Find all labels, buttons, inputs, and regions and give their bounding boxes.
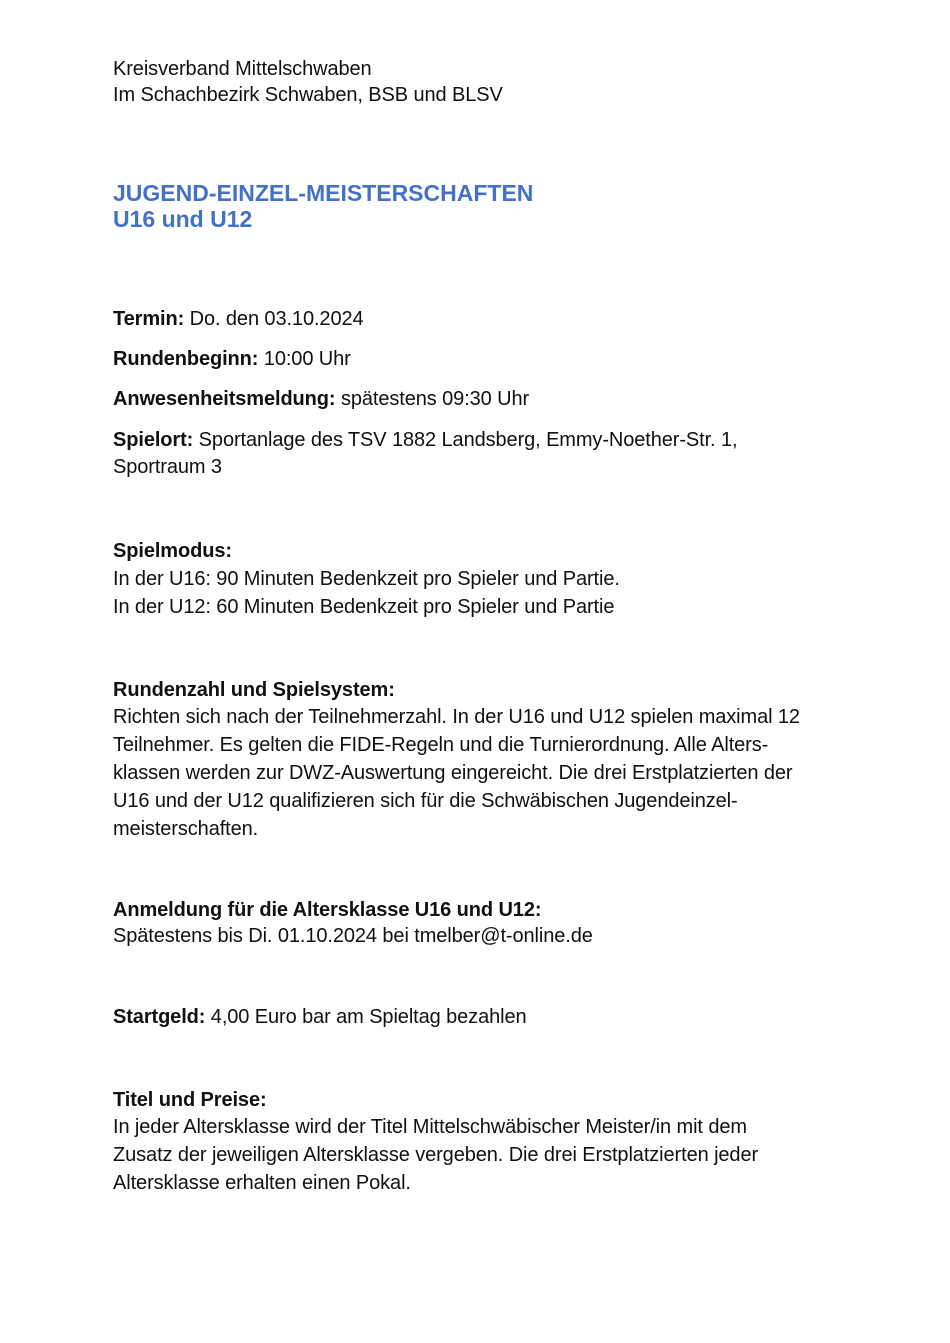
- anmeldung-text: Spätestens bis Di. 01.10.2024 bei tmelber@t-online.de: [113, 925, 593, 947]
- rundenzahl-line: U16 und der U12 qualifizieren sich für die Schwäbischen Jugendeinzel-: [113, 790, 738, 812]
- rundenzahl-text: [113, 703, 813, 843]
- rundenbeginn-value: 10:00 Uhr: [258, 348, 351, 370]
- page-title: JUGEND-EINZEL-MEISTERSCHAFTEN: [113, 180, 534, 206]
- termin-row: [113, 306, 364, 333]
- spielort-label: Spielort:: [113, 429, 194, 451]
- startgeld-value: 4,00 Euro bar am Spieltag bezahlen: [205, 1006, 527, 1028]
- spielort-row: [113, 427, 737, 454]
- termin-label: Termin:: [113, 308, 185, 330]
- startgeld-row: [113, 1004, 527, 1031]
- anwesenheit-label: Anwesenheitsmeldung:: [113, 388, 336, 410]
- spielmodus-line: In der U12: 60 Minuten Bedenkzeit pro Spieler und Partie: [113, 596, 615, 618]
- anwesenheit-value: spätestens 09:30 Uhr: [335, 388, 530, 410]
- header-district-line: Im Schachbezirk Schwaben, BSB und BLSV: [113, 84, 503, 106]
- page-subtitle: U16 und U12: [113, 206, 253, 232]
- anmeldung-heading: Anmeldung für die Altersklasse U16 und U12:: [113, 899, 542, 921]
- rundenzahl-line: klassen werden zur DWZ-Auswertung eingereicht. Die drei Erstplatzierten der: [113, 762, 793, 784]
- rundenzahl-heading: Rundenzahl und Spielsystem:: [113, 679, 395, 701]
- spielmodus-text: [113, 565, 813, 621]
- startgeld-label: Startgeld:: [113, 1006, 206, 1028]
- rundenzahl-line: meisterschaften.: [113, 818, 259, 840]
- termin-value: Do. den 03.10.2024: [184, 308, 364, 330]
- titel-line: In jeder Altersklasse wird der Titel Mittelschwäbischer Meister/in mit dem: [113, 1116, 747, 1138]
- titel-line: Altersklasse erhalten einen Pokal.: [113, 1172, 411, 1194]
- spielmodus-heading: Spielmodus:: [113, 540, 232, 562]
- rundenzahl-line: Teilnehmer. Es gelten die FIDE-Regeln und die Turnierordnung. Alle Alters-: [113, 734, 769, 756]
- anwesenheit-row: [113, 386, 529, 413]
- titel-heading: Titel und Preise:: [113, 1089, 267, 1111]
- rundenzahl-line: Richten sich nach der Teilnehmerzahl. In der U16 und U12 spielen maximal 12: [113, 706, 800, 728]
- header-org-line: Kreisverband Mittelschwaben: [113, 58, 372, 80]
- rundenbeginn-label: Rundenbeginn:: [113, 348, 259, 370]
- spielort-line2: Sportraum 3: [113, 456, 222, 478]
- rundenbeginn-row: [113, 346, 351, 373]
- titel-line: Zusatz der jeweiligen Altersklasse vergeben. Die drei Erstplatzierten jeder: [113, 1144, 759, 1166]
- spielort-value: Sportanlage des TSV 1882 Landsberg, Emmy-Noether-Str. 1,: [193, 429, 738, 451]
- titel-text: [113, 1113, 813, 1197]
- spielmodus-line: In der U16: 90 Minuten Bedenkzeit pro Spieler und Partie.: [113, 568, 620, 590]
